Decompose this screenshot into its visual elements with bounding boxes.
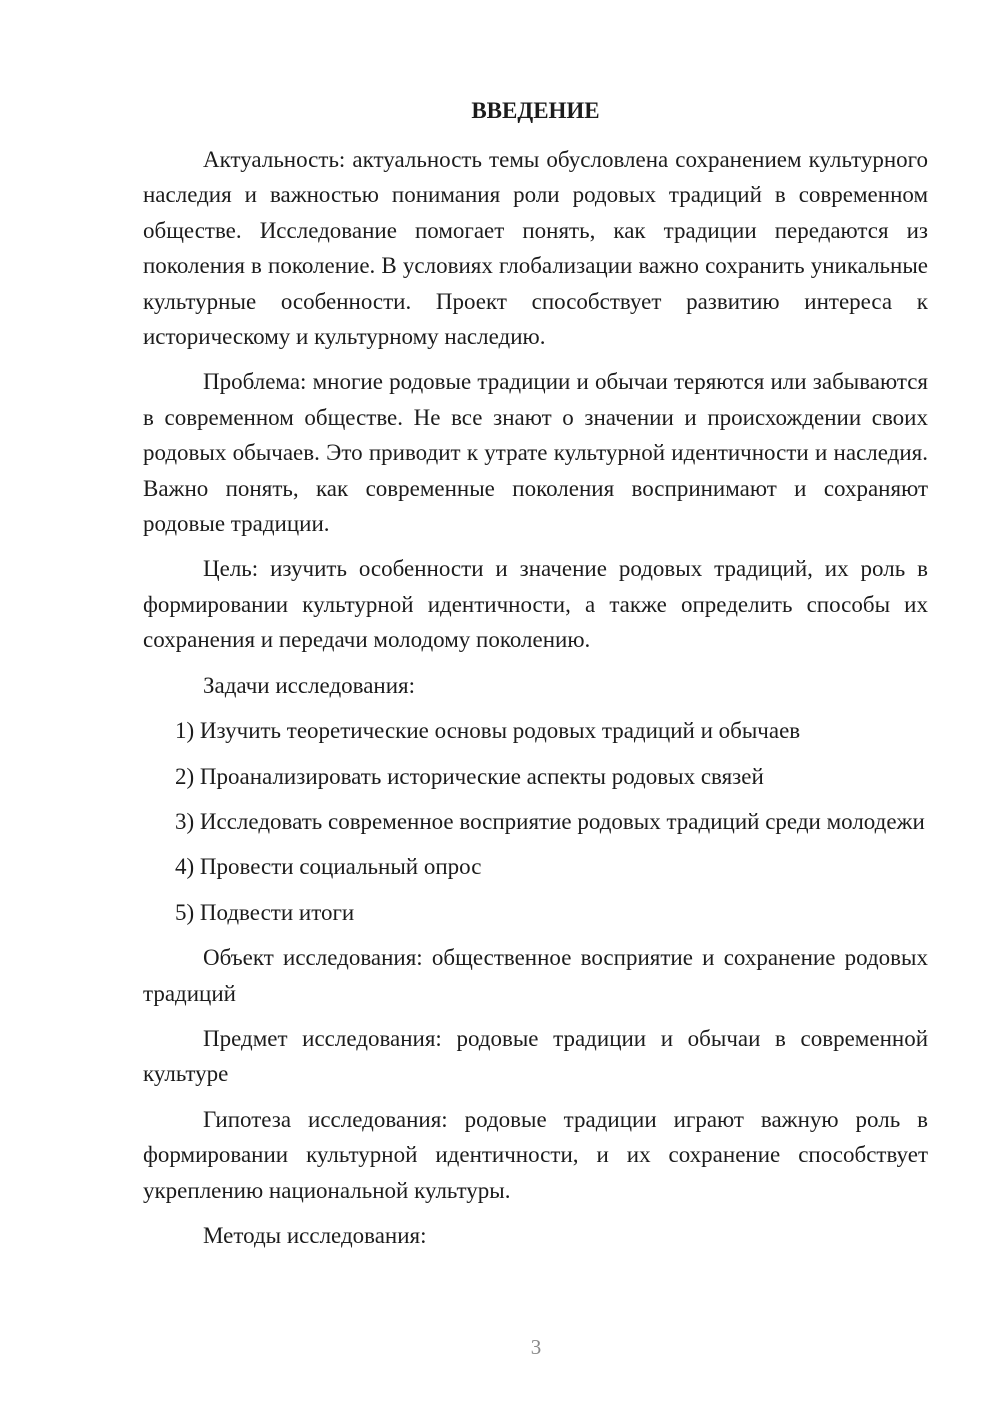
hypothesis-paragraph: Гипотеза исследования: родовые традиции играют важную роль в формировании культурной идентичности, и их сохранение способствует укреплению национальной культуры. — [143, 1106, 928, 1203]
tasks-heading: Задачи исследования: — [203, 672, 416, 698]
task-item-5: 5) Подвести итоги — [175, 899, 355, 925]
document-body — [143, 142, 928, 1263]
goal-paragraph: Цель: изучить особенности и значение родовых традиций, их роль в формировании культурной идентичности, а также определить способы их сохранения и передачи молодому поколению. — [143, 556, 928, 653]
methods-heading: Методы исследования: — [203, 1222, 427, 1248]
problem-paragraph: Проблема: многие родовые традиции и обычаи теряются или забываются в современном обществе. Не все знают о значении и происхождении своих родовых обычаев. Это приводит к утрате культурной идентичности и наследия. Важно понять, как современные поколения воспринимают и сохраняют родовые традиции. — [143, 369, 928, 537]
page-title: ВВЕДЕНИЕ — [471, 98, 600, 123]
relevance-paragraph: Актуальность: актуальность темы обусловлена сохранением культурного наследия и важностью понимания роли родовых традиций в современном обществе. Исследование помогает понять, как традиции передаются из поколения в поколение. В условиях глобализации важно сохранить уникальные культурные особенности. Проект способствует развитию интереса к историческому и культурному наследию. — [143, 147, 928, 350]
object-paragraph: Объект исследования: общественное восприятие и сохранение родовых традиций — [143, 945, 928, 1006]
page-number: 3 — [530, 1335, 542, 1359]
task-item-1: 1) Изучить теоретические основы родовых традиций и обычаев — [175, 718, 801, 744]
task-item-4: 4) Провести социальный опрос — [175, 854, 482, 880]
task-item-3: 3) Исследовать современное восприятие родовых традиций среди молодежи — [175, 808, 925, 834]
subject-paragraph: Предмет исследования: родовые традиции и обычаи в современной культуре — [143, 1025, 928, 1087]
task-item-2: 2) Проанализировать исторические аспекты родовых связей — [175, 763, 764, 789]
